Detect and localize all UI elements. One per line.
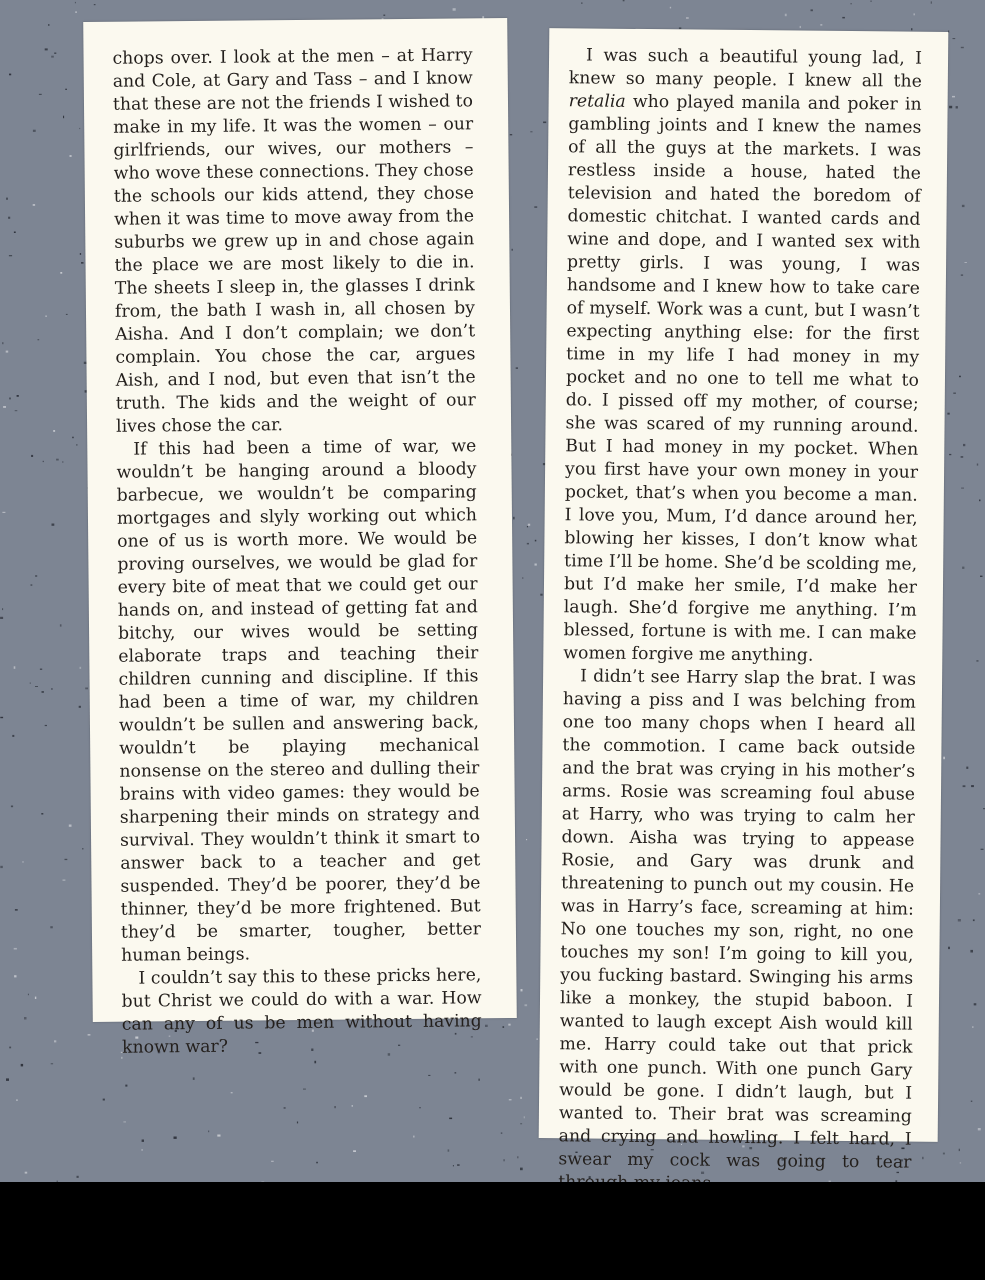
speckle <box>670 7 671 9</box>
speckle <box>952 96 955 98</box>
speckle <box>81 262 84 264</box>
speckle <box>503 1026 505 1028</box>
speckle <box>966 767 968 769</box>
speckle <box>30 683 31 684</box>
speckle <box>961 47 964 48</box>
speckle <box>911 28 912 30</box>
speckle <box>88 1034 91 1035</box>
speckle <box>413 1136 414 1138</box>
speckle <box>45 48 48 50</box>
speckle <box>517 1156 518 1158</box>
speckle <box>540 594 542 596</box>
speckle <box>978 893 980 895</box>
speckle <box>976 660 978 662</box>
speckle <box>14 232 16 234</box>
speckle <box>962 567 964 569</box>
speckle <box>35 575 37 576</box>
speckle <box>9 398 10 400</box>
speckle <box>0 717 3 718</box>
speckle <box>962 205 965 207</box>
speckle <box>9 1047 11 1049</box>
speckle <box>508 1024 510 1026</box>
speckle <box>22 861 24 862</box>
speckle <box>80 253 81 255</box>
speckle <box>16 1099 18 1101</box>
speckle <box>43 461 44 462</box>
speckle <box>972 1026 973 1028</box>
speckle <box>31 455 33 457</box>
speckle <box>3 406 6 408</box>
speckle <box>0 617 3 619</box>
speckle <box>14 666 16 669</box>
speckle <box>520 1123 522 1124</box>
speckle <box>334 1106 336 1108</box>
speckle <box>9 255 12 256</box>
speckle <box>453 8 456 11</box>
speckle <box>457 1164 460 1166</box>
paragraph <box>563 44 922 668</box>
speckle <box>31 584 33 586</box>
speckle <box>800 26 801 28</box>
paragraph <box>112 44 476 438</box>
speckle <box>72 437 74 439</box>
speckle <box>231 1092 233 1093</box>
speckle <box>352 1105 353 1107</box>
speckle <box>956 106 958 108</box>
speckle <box>33 130 36 132</box>
speckle <box>69 825 72 827</box>
speckle <box>314 1061 316 1064</box>
speckle <box>510 134 512 135</box>
speckle <box>297 1122 298 1124</box>
speckle <box>80 667 82 669</box>
right-page <box>539 28 949 1173</box>
speckle <box>851 3 852 4</box>
speckle <box>448 1149 450 1151</box>
speckle <box>943 1153 945 1155</box>
speckle <box>428 1075 430 1076</box>
speckle <box>364 1095 367 1097</box>
speckle <box>947 413 949 415</box>
speckle <box>174 1137 177 1139</box>
text-run: I was such a beautiful young lad, I knew so many people. I knew all the <box>568 45 923 92</box>
speckle <box>453 1165 454 1166</box>
speckle <box>449 1118 452 1120</box>
speckle <box>530 131 532 132</box>
speckle <box>842 17 845 19</box>
speckle <box>8 217 10 219</box>
speckle <box>961 275 963 276</box>
speckle <box>217 1135 220 1137</box>
speckle <box>974 1003 977 1005</box>
speckle <box>141 1149 142 1150</box>
speckle <box>62 462 64 463</box>
speckle <box>15 909 18 911</box>
speckle <box>513 517 515 520</box>
speckle <box>51 1063 53 1064</box>
speckle <box>9 74 11 76</box>
speckle <box>82 848 84 849</box>
speckle <box>50 926 53 928</box>
speckle <box>94 4 96 5</box>
bottom-black-band <box>0 1182 985 1280</box>
speckle <box>24 1017 27 1020</box>
speckle <box>63 116 64 119</box>
speckle <box>0 866 3 868</box>
speckle <box>943 757 945 760</box>
speckle <box>2 512 5 513</box>
speckle <box>383 15 385 17</box>
speckle <box>543 122 546 124</box>
speckle <box>959 376 961 378</box>
speckle <box>478 1079 480 1081</box>
speckle <box>65 859 68 860</box>
paragraph <box>116 435 481 967</box>
text-run: If this had been a time of war, we wouldn’t be hanging around a bloody barbecue, we wouldn’t be comparing mortgages and slyly working out which one of us is worth more. We would be proving ourselves, we would be glad for every bite of meat that we could get our hands on, and instead of getting fat and bitchy, our wives would be setting elaborate traps and teaching their children cunning and discipline. If this had been a time of war, my children wouldn’t be sullen and answering back, wouldn’t be playing mechanical nonsense on the stereo and dulling their brains with video games: they would be sharpening their minds on strategy and survival. They wouldn’t think it smart to answer back to a teacher and get suspended. They’d be poorer, they’d be thinner, they’d be more frightened. But they’d be smarter, tougher, better human beings. <box>116 436 482 966</box>
speckle <box>419 1107 420 1108</box>
speckle <box>39 94 42 95</box>
speckle <box>65 89 67 90</box>
speckle <box>971 785 974 787</box>
speckle <box>11 806 13 808</box>
speckle <box>501 1133 503 1134</box>
speckle <box>961 488 964 489</box>
speckle <box>14 948 17 950</box>
speckle <box>820 24 822 25</box>
speckle <box>534 206 537 208</box>
speckle <box>527 543 529 545</box>
speckle <box>53 430 55 432</box>
speckle <box>142 1140 144 1142</box>
speckle <box>961 456 964 457</box>
speckle <box>303 1089 306 1090</box>
speckle <box>70 155 72 157</box>
speckle <box>48 24 49 26</box>
speckle <box>25 1172 28 1174</box>
speckle <box>948 947 950 949</box>
speckle <box>960 1162 961 1163</box>
speckle <box>963 785 966 787</box>
speckle <box>17 395 19 397</box>
speckle <box>271 1161 274 1162</box>
speckle <box>524 1116 525 1118</box>
speckle <box>103 1099 105 1101</box>
speckle <box>54 53 56 54</box>
speckle <box>14 975 16 977</box>
speckle <box>353 1150 356 1152</box>
speckle <box>51 56 54 58</box>
speckle <box>79 128 80 129</box>
speckle <box>512 249 513 251</box>
speckle <box>52 524 55 526</box>
speckle <box>959 1149 960 1151</box>
speckle <box>503 1159 505 1161</box>
speckle <box>509 1099 512 1100</box>
speckle <box>28 994 29 996</box>
text-run: chops over. I look at the men – at Harry and Cole, at Gary and Tass – and I know that these are not the friends I wished to make in my life. It was the women – our girlfriends, our wives, our mothers – who wove these connections. They chose the schools our kids attend, they chose when it was time to move away from the suburbs we grew up in and chose again the place we are most likely to die in. The sheets I sleep in, the glasses I drink from, the bath I wash in, all chosen by Aisha. And I don’t complain; we don’t complain. You chose the car, argues Aish, and I nod, but even that isn’t the truth. The kids and the weight of our lives chose the car. <box>112 45 476 437</box>
speckle <box>525 1004 528 1006</box>
speckle <box>12 735 14 737</box>
speckle <box>40 669 42 670</box>
speckle <box>811 9 813 11</box>
speckle <box>963 444 965 446</box>
speckle <box>41 813 43 814</box>
text-run: I couldn’t say this to these pricks here, but Christ we could do with a war. How can any of us be men without having known war? <box>121 965 482 1058</box>
paragraph <box>558 665 916 1197</box>
left-text-column <box>112 44 482 1059</box>
speckle <box>581 2 582 4</box>
speckle <box>785 14 787 17</box>
speckle <box>125 1085 127 1087</box>
speckle <box>75 2 76 3</box>
speckle <box>973 919 975 921</box>
speckle <box>51 688 53 690</box>
speckle <box>971 1101 973 1102</box>
left-page <box>83 18 517 1058</box>
right-text-column <box>558 44 922 1197</box>
speckle <box>316 1162 318 1164</box>
speckle <box>66 314 68 315</box>
speckle <box>686 17 689 18</box>
speckle <box>42 691 44 693</box>
speckle <box>485 1025 488 1027</box>
speckle <box>527 526 528 527</box>
speckle <box>535 540 537 542</box>
speckle <box>77 1176 79 1178</box>
speckle <box>870 1 872 2</box>
text-run: I didn’t see Harry slap the brat. I was having a piss and I was belching from one too many chops when I heard all the commotion. I came back outside and the brat was crying in his mother’s arms. Rosie was screaming foul abuse at Harry, who was trying to calm her down. Aisha was trying to appease Rosie, and Gary was drunk and threatening to punch out my cousin. He was in Harry’s face, screaming at him: No one touches my son, right, no one touches my son! I’m going to kill you, you fucking bastard. Swinging his arms like a monkey, the stupid baboon. I wanted to laugh except Aish would kill me. Harry could take out that prick with one punch. With one punch Gary would be gone. I didn’t laugh, but I wanted to. Their brat was screaming and crying and howling. I felt hard, I swear my cock was going to tear <box>558 666 917 1173</box>
speckle <box>922 1157 923 1159</box>
speckle <box>623 0 625 1</box>
speckle <box>949 106 952 109</box>
paragraph <box>121 964 482 1059</box>
speckle <box>520 1168 523 1171</box>
speckle <box>931 1 932 3</box>
speckle <box>958 919 961 922</box>
speckle <box>6 1078 9 1081</box>
speckle <box>193 1077 195 1080</box>
speckle <box>35 686 38 687</box>
speckle <box>949 454 951 455</box>
speckle <box>21 1064 23 1067</box>
speckle <box>38 339 40 340</box>
speckle <box>953 393 956 394</box>
speckle <box>455 1072 457 1073</box>
speckle <box>6 198 8 200</box>
speckle <box>6 351 9 353</box>
speckle <box>970 950 973 953</box>
speckle <box>981 849 984 850</box>
text-run: who played manila and poker in gambling joints and I knew the names of all the guys at the markets. I was restless inside a house, hated the television and hated the boredom of domestic chitchat. I wanted cards and wine and dope, and I wanted sex with pretty girls. I was young, I was handsome and I knew how to take care of myself. Work was a cunt, but I wasn’t expecting anything else: for the first time in my life I had money in my pocket and no one to tell me what to do. I pissed off my mother, of course; she was scared of my running around. But I had money in my pocket. When you first have your own money in your pocket, that’s when you become a man. I love you, Mum, I’d dance around her, blowing her kisses, I don’t know what time I’ll be home. She’d be scolding me, but I’d make her smile, I’d make her laugh. She’d forgive me anything. I’m blessed, fortune is with me. I can make women forgive me anything. <box>563 91 922 666</box>
speckle <box>528 524 530 526</box>
speckle <box>2 342 3 344</box>
speckle <box>33 204 35 206</box>
speckle <box>526 839 527 840</box>
speckle <box>76 444 77 445</box>
italic-text: retalia <box>568 91 626 112</box>
speckle <box>516 367 518 368</box>
speckle <box>536 1038 538 1040</box>
speckle <box>123 1121 126 1122</box>
speckle <box>953 38 956 39</box>
speckle <box>284 1107 286 1109</box>
speckle <box>965 262 967 263</box>
speckle <box>520 1097 521 1099</box>
speckle <box>914 13 915 15</box>
speckle <box>60 272 62 274</box>
speckle <box>45 725 47 726</box>
speckle <box>35 997 36 999</box>
speckle <box>535 564 537 566</box>
speckle <box>522 577 523 579</box>
speckle <box>85 688 88 690</box>
speckle <box>2 608 3 610</box>
speckle <box>521 989 523 991</box>
speckle <box>56 459 59 461</box>
speckle <box>54 1040 56 1042</box>
speckle <box>75 11 76 13</box>
speckle <box>978 1128 981 1130</box>
speckle <box>63 880 66 881</box>
speckle <box>60 624 62 626</box>
speckle <box>79 706 81 708</box>
speckle <box>977 464 978 466</box>
speckle <box>15 410 18 411</box>
speckle <box>208 1131 209 1133</box>
speckle <box>45 316 47 317</box>
speckle <box>979 500 981 502</box>
speckle <box>980 576 983 577</box>
